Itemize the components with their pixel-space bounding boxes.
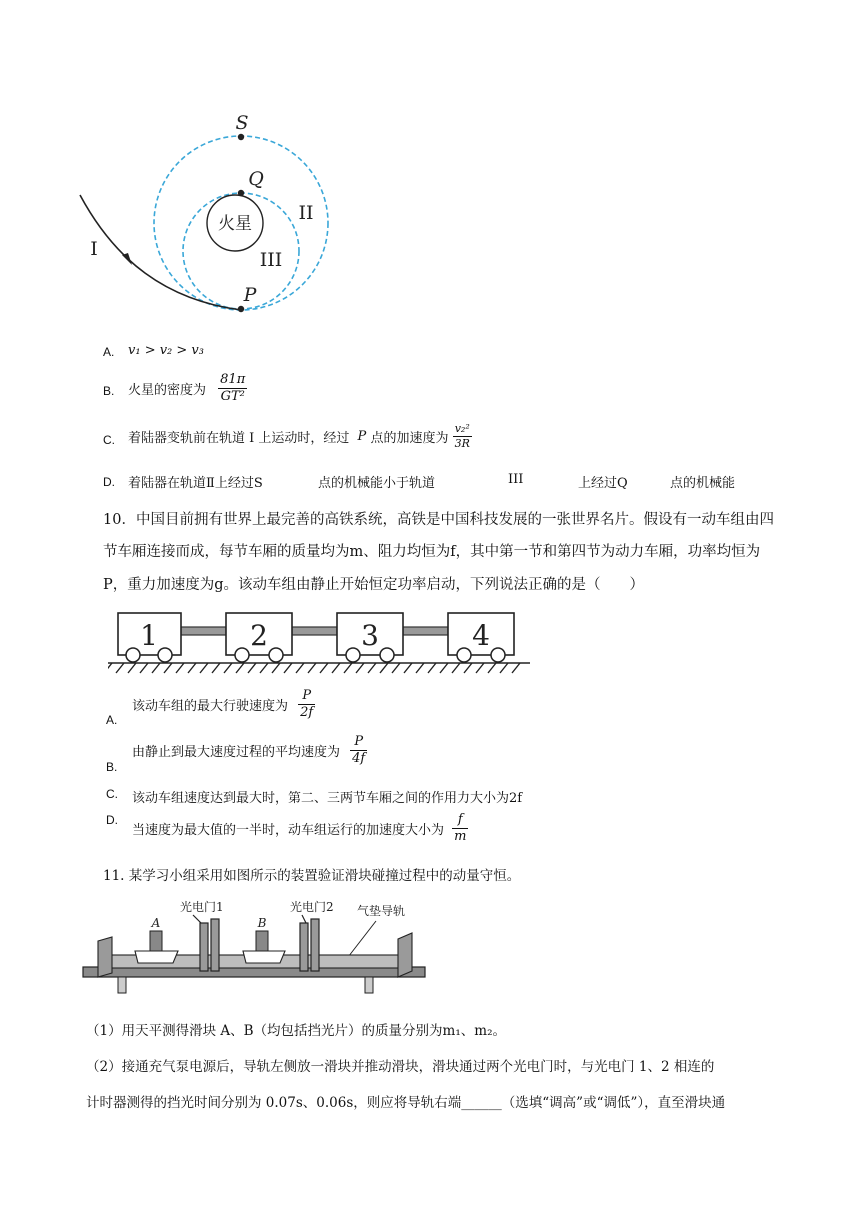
track-ground bbox=[108, 663, 530, 673]
orbit-figure bbox=[70, 105, 370, 320]
q10-option-c-text: 该动车组速度达到最大时，第二、三两节车厢之间的作用力大小为2f bbox=[132, 791, 523, 806]
gate2-label: 光电门2 bbox=[290, 900, 334, 914]
label-III: III bbox=[259, 249, 283, 271]
fraction-numerator: 81π bbox=[220, 372, 246, 387]
car-1-label: 1 bbox=[140, 619, 158, 652]
q9-option-c-text2: 点的加速度为 bbox=[370, 431, 449, 446]
q9-option-a-text: v₁ > v₂ > v₃ bbox=[128, 343, 204, 358]
q9-option-d-iii: III bbox=[508, 472, 524, 487]
q9-option-c-point: P bbox=[357, 429, 367, 444]
train-couplings bbox=[181, 627, 448, 635]
q9-option-c-text1: 着陆器变轨前在轨道 I 上运动时，经过 bbox=[128, 431, 350, 446]
point-Q bbox=[238, 190, 244, 196]
rail-foot-right bbox=[365, 977, 373, 993]
rail-right-end bbox=[398, 933, 412, 977]
q10-option-a-letter: A. bbox=[106, 713, 118, 727]
q11-step2-line2: 计时器测得的挡光时间分别为 0.07s、0.06s，则应将导轨右端______（选填“调高”或“调低”），直至滑块通 bbox=[86, 1095, 726, 1111]
point-S bbox=[238, 134, 244, 140]
label-S: S bbox=[235, 112, 249, 134]
orbit-I-arrow bbox=[122, 253, 132, 265]
q10-option-b bbox=[132, 734, 367, 767]
slider-a-label: A bbox=[151, 916, 161, 930]
q9-option-d-text3: 上经过Q bbox=[578, 476, 628, 491]
train-car-4 bbox=[448, 613, 514, 662]
q10-option-c-letter: C. bbox=[106, 787, 118, 801]
car-3-label: 3 bbox=[361, 619, 379, 652]
q9-option-b-fraction bbox=[218, 372, 247, 405]
fraction-denominator: 2f bbox=[300, 705, 314, 720]
q9-option-b bbox=[128, 372, 247, 405]
q9-option-b-text: 火星的密度为 bbox=[128, 383, 207, 398]
q10-option-d-letter: D. bbox=[106, 813, 118, 827]
point-P bbox=[238, 306, 244, 312]
q9-option-d-text2: 点的机械能小于轨道 bbox=[318, 476, 436, 491]
train-car-3 bbox=[337, 613, 403, 662]
slider-a bbox=[135, 916, 178, 963]
train-car-1 bbox=[118, 613, 181, 662]
car-2-label: 2 bbox=[250, 619, 268, 652]
rail-label: 气垫导轨 bbox=[357, 904, 406, 918]
mars-label: 火星 bbox=[218, 214, 252, 234]
q11-step2-line1: （2）接通充气泵电源后，导轨左侧放一滑块并推动滑块，滑块通过两个光电门时，与光电门 1、2 相连的 bbox=[86, 1059, 715, 1075]
fraction-denominator: GT² bbox=[220, 389, 245, 404]
q10-option-a-text: 该动车组的最大行驶速度为 bbox=[132, 699, 289, 714]
train-figure bbox=[108, 605, 533, 677]
q9-option-b-letter: B. bbox=[103, 384, 115, 398]
q11-stem-line1: 11. 某学习小组采用如图所示的装置验证滑块碰撞过程中的动量守恒。 bbox=[103, 868, 521, 884]
q10-stem-line2: 节车厢连接而成，每节车厢的质量均为m、阻力均恒为f，其中第一节和第四节为动力车厢，功率均恒为 bbox=[103, 544, 761, 560]
q10-option-d-fraction bbox=[452, 812, 468, 845]
q10-option-b-letter: B. bbox=[106, 760, 118, 774]
q11-step1: （1）用天平测得滑块 A、B（均包括挡光片）的质量分别为m₁、m₂。 bbox=[86, 1023, 506, 1039]
q10-option-a-fraction bbox=[298, 688, 315, 721]
label-I: I bbox=[90, 238, 98, 260]
car-4-label: 4 bbox=[472, 619, 490, 652]
fraction-denominator: 3R bbox=[454, 437, 470, 450]
q9-option-c bbox=[128, 422, 472, 451]
q10-option-b-text: 由静止到最大速度过程的平均速度为 bbox=[132, 745, 341, 760]
q10-option-d-text: 当速度为最大值的一半时，动车组运行的加速度大小为 bbox=[132, 823, 445, 838]
q10-option-a bbox=[132, 688, 315, 721]
air-track-figure bbox=[80, 893, 430, 1003]
q9-option-c-fraction bbox=[453, 422, 472, 451]
q9-option-a-letter: A. bbox=[103, 345, 115, 359]
rail-foot-left bbox=[118, 977, 126, 993]
label-P: P bbox=[243, 284, 257, 306]
q9-option-d-text1: 着陆器在轨道Ⅱ上经过S bbox=[128, 476, 263, 491]
fraction-numerator: P bbox=[298, 688, 315, 705]
q9-option-c-letter: C. bbox=[103, 433, 115, 447]
train-car-2 bbox=[226, 613, 292, 662]
rail-left-end bbox=[98, 937, 112, 977]
q10-option-d bbox=[132, 812, 468, 845]
fraction-denominator: m bbox=[454, 829, 467, 844]
slider-b-label: B bbox=[257, 916, 267, 930]
q10-stem-line1: 10．中国目前拥有世界上最完善的高铁系统，高铁是中国科技发展的一张世界名片。假设有一动车组由四 bbox=[103, 512, 774, 528]
q10-stem-line3: P，重力加速度为g。该动车组由静止开始恒定功率启动，下列说法正确的是（ ） bbox=[103, 577, 645, 593]
q9-option-d-text4: 点的机械能 bbox=[670, 476, 736, 491]
label-II: II bbox=[298, 202, 314, 224]
label-Q: Q bbox=[248, 168, 264, 190]
q9-option-d-letter: D. bbox=[103, 475, 115, 489]
fraction-numerator: P bbox=[350, 734, 367, 751]
fraction-numerator: v₂² bbox=[453, 422, 472, 437]
fraction-numerator: f bbox=[452, 812, 468, 829]
q10-option-b-fraction bbox=[350, 734, 367, 767]
fraction-denominator: 4f bbox=[352, 751, 366, 766]
gate1-label: 光电门1 bbox=[180, 900, 224, 914]
slider-b bbox=[243, 916, 285, 963]
